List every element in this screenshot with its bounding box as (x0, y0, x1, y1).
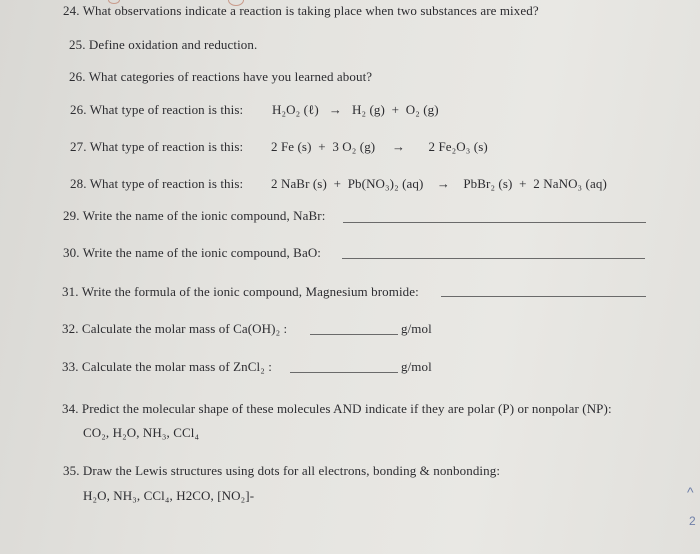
page-number-fragment: 2 (689, 514, 696, 528)
question-34-molecules: CO₂, H₂O, NH₃, CCl₄ (83, 425, 200, 440)
question-35-molecules: H₂O, NH₃, CCl₄, H2CO, [NO₂]- (83, 488, 255, 503)
question-32: 32. Calculate the molar mass of Ca(OH)₂ : (62, 321, 288, 336)
answer-line-31[interactable] (441, 296, 646, 297)
question-24: 24. What observations indicate a reaction is taking place when two substances are mixed? (63, 3, 539, 18)
question-27: 27. What type of reaction is this: (70, 139, 244, 154)
question-25: 25. Define oxidation and reduction. (69, 37, 258, 52)
answer-line-33[interactable] (290, 372, 398, 373)
question-28: 28. What type of reaction is this: (70, 176, 244, 191)
question-34: 34. Predict the molecular shape of these molecules AND indicate if they are polar (P) or nonpolar (NP): (62, 401, 612, 416)
chevron-up-icon: ^ (687, 484, 694, 500)
question-26-reaction: 26. What type of reaction is this: (70, 102, 244, 117)
question-31: 31. Write the formula of the ionic compound, Magnesium bromide: (62, 284, 419, 299)
unit-32: g/mol (401, 321, 432, 336)
answer-line-30[interactable] (342, 258, 645, 259)
question-29: 29. Write the name of the ionic compound, NaBr: (63, 208, 326, 223)
equation-28: 2 NaBr (s) + Pb(NO₃)₂ (aq) → PbBr₂ (s) + 2 NaNO₃ (aq) (271, 176, 607, 191)
question-35: 35. Draw the Lewis structures using dots for all electrons, bonding & nonbonding: (63, 463, 501, 478)
answer-line-29[interactable] (343, 222, 646, 223)
answer-line-32[interactable] (310, 334, 398, 335)
equation-26: H₂O₂ (ℓ) → H₂ (g) + O₂ (g) (272, 102, 439, 117)
unit-33: g/mol (401, 359, 432, 374)
equation-27: 2 Fe (s) + 3 O₂ (g) → 2 Fe₂O₃ (s) (271, 139, 488, 154)
question-26-categories: 26. What categories of reactions have you learned about? (69, 69, 373, 84)
question-30: 30. Write the name of the ionic compound, BaO: (63, 245, 322, 260)
question-33: 33. Calculate the molar mass of ZnCl₂ : (62, 359, 272, 374)
